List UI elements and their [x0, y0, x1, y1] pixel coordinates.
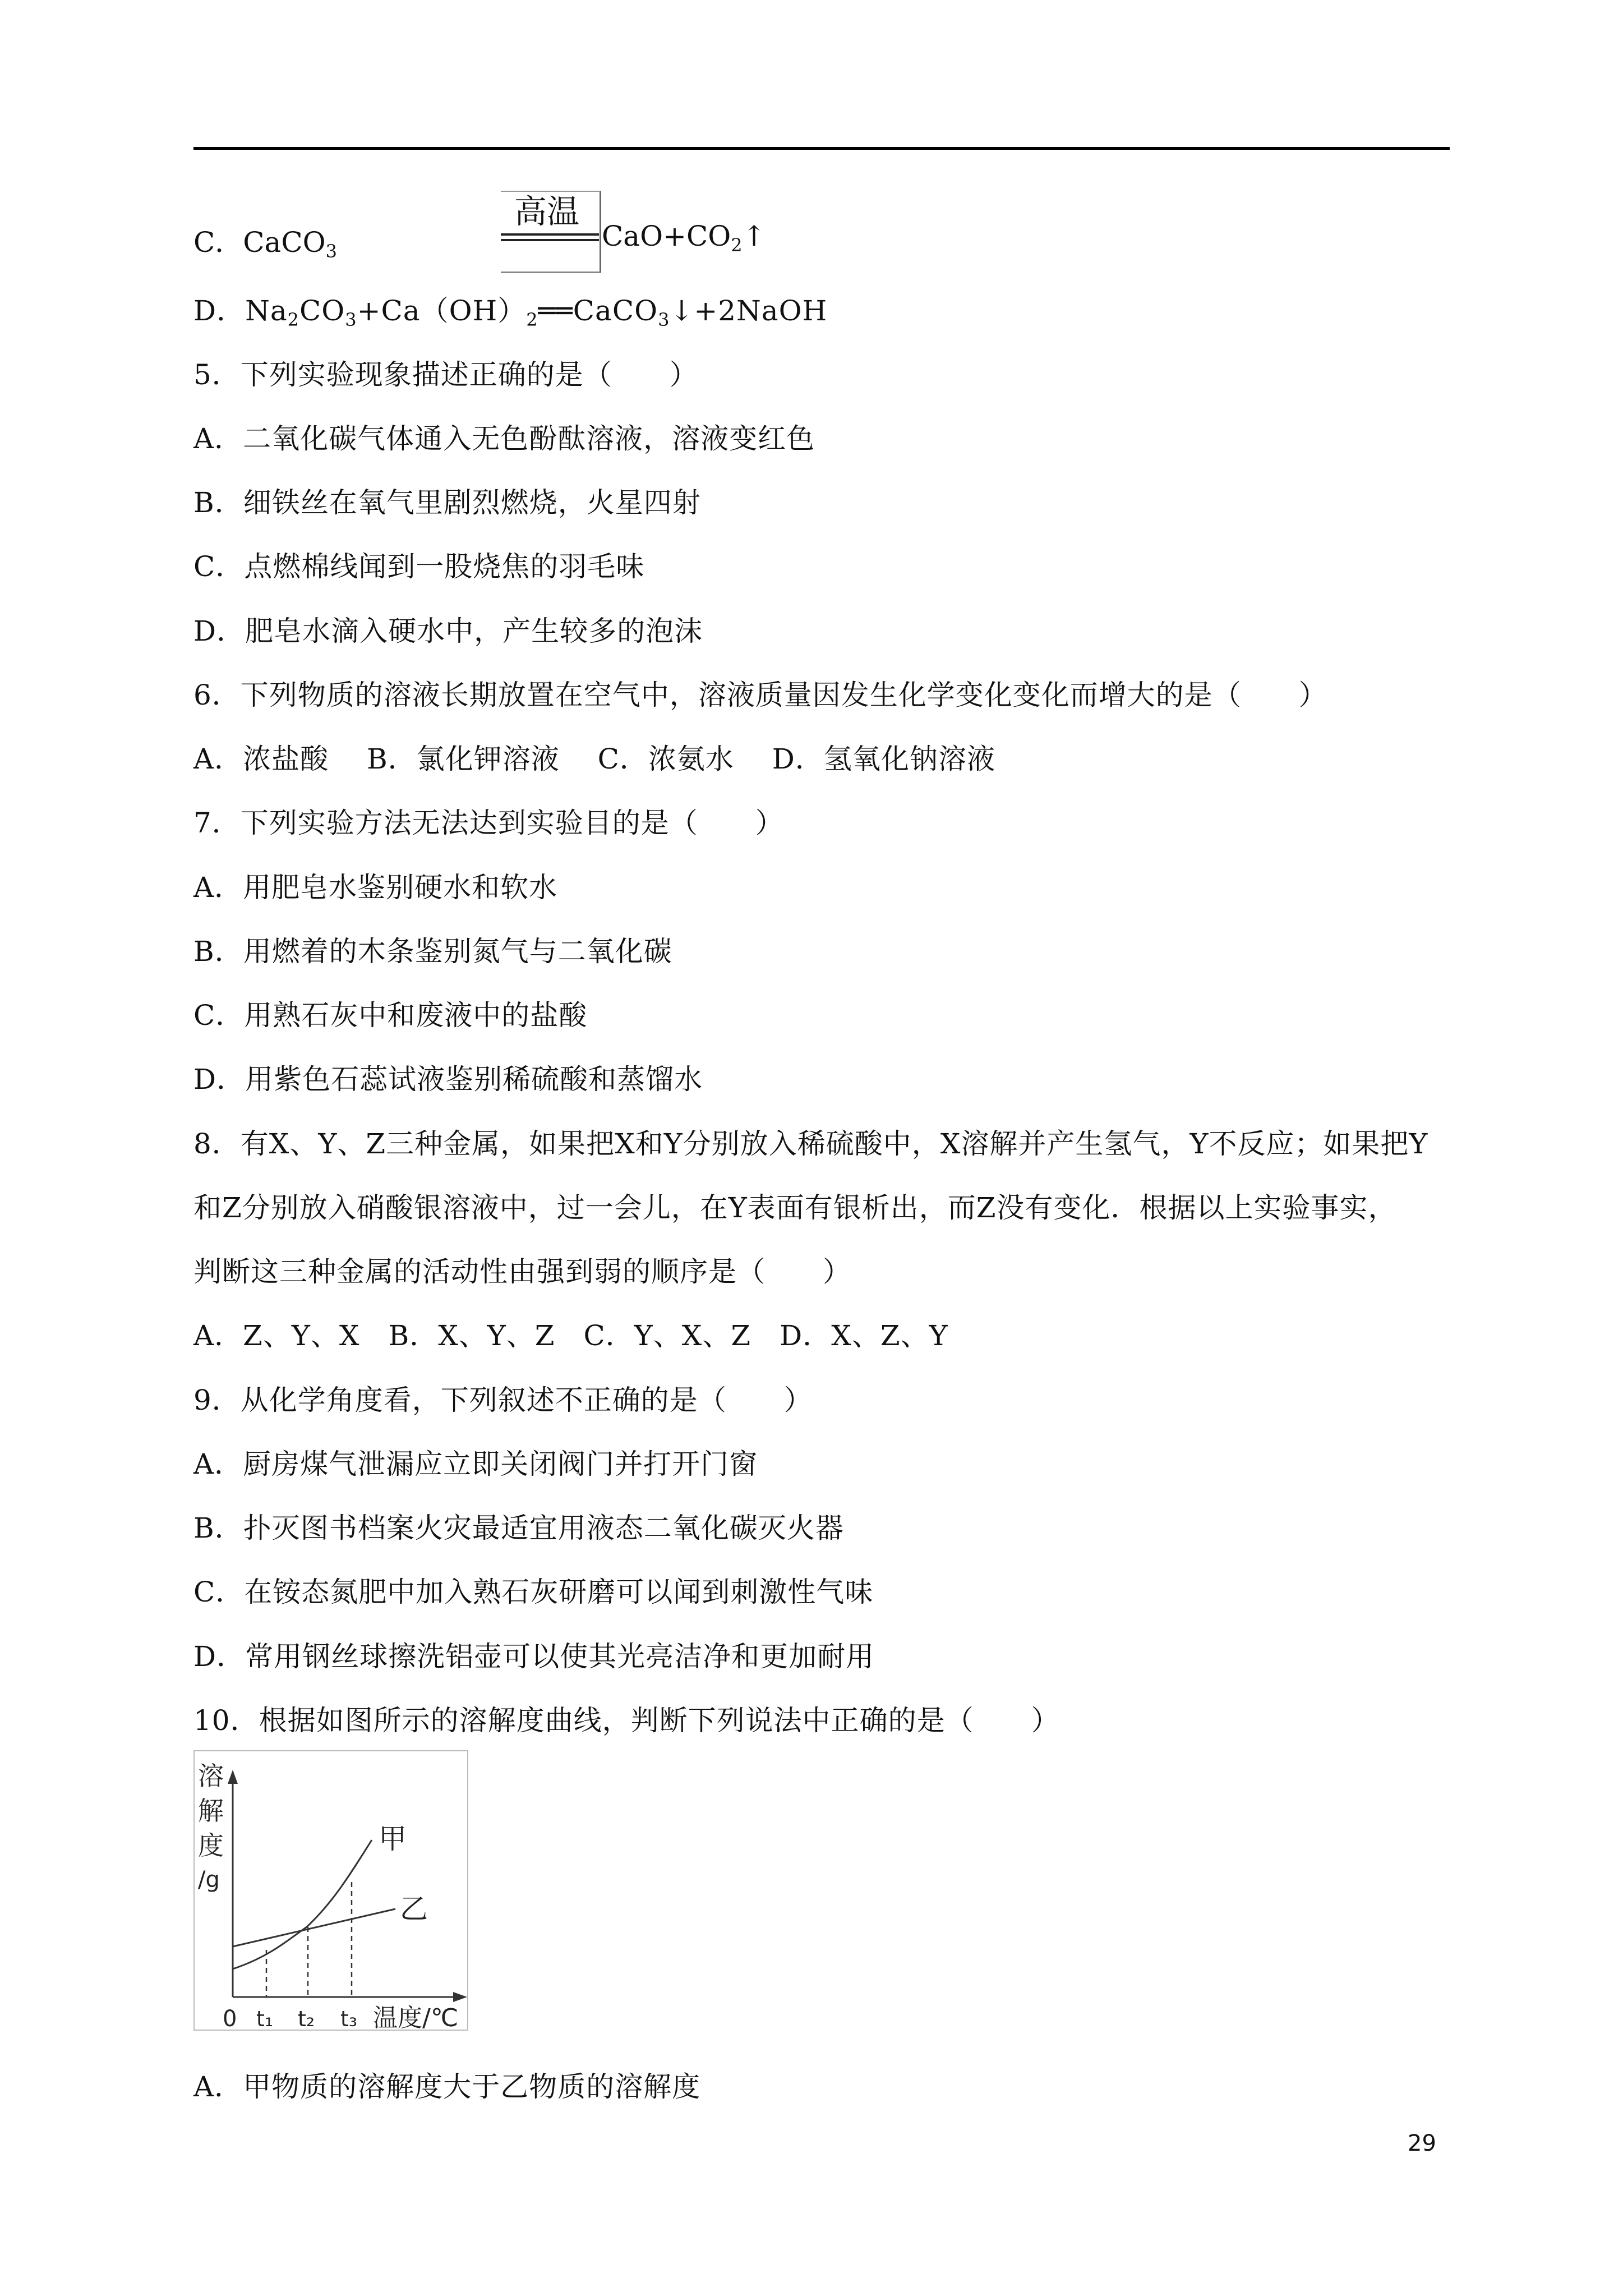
q7-option-c: C．用熟石灰中和废液中的盐酸: [193, 999, 588, 1032]
q9-option-a: A．厨房煤气泄漏应立即关闭阀门并打开门窗: [193, 1448, 758, 1480]
question-8-stem-line-3: 判断这三种金属的活动性由强到弱的顺序是（ ）: [193, 1255, 851, 1288]
equation-c-product: $CaO+CO_2↑$: [602, 220, 766, 256]
q9-option-c: C．在铵态氮肥中加入熟石灰研磨可以闻到刺激性气味: [193, 1576, 874, 1608]
q7-option-a: A．用肥皂水鉴别硬水和软水: [193, 871, 558, 904]
question-10-stem: 10．根据如图所示的溶解度曲线，判断下列说法中正确的是（ ）: [193, 1704, 1060, 1737]
q7-option-d: D．用紫色石蕊试液鉴别稀硫酸和蒸馏水: [193, 1063, 703, 1096]
y-axis-arrow: [228, 1770, 238, 1784]
ylabel-char-2: 解: [198, 1796, 224, 1826]
x-axis-arrow: [453, 1992, 467, 2002]
condition-text: 高温: [514, 192, 580, 231]
q9-option-b: B．扑灭图书档案火灾最适宜用液态二氧化碳灭火器: [193, 1512, 844, 1544]
x-tick-t3: t₃: [340, 2007, 358, 2031]
figure-border: [194, 1751, 468, 2030]
x-tick-t2: t₂: [298, 2007, 315, 2031]
page-number: 29: [1408, 2131, 1436, 2156]
x-axis-label: 温度/℃: [373, 2004, 459, 2031]
equals-bar-top: [501, 233, 599, 236]
option-d-equation: D．$Na_2CO_3+Ca(OH)_2══CaCO_3↓+2NaOH$: [193, 295, 828, 330]
question-5-stem: 5．下列实验现象描述正确的是（ ）: [193, 358, 698, 391]
x-tick-t1: t₁: [256, 2007, 274, 2031]
q5-option-d: D．肥皂水滴入硬水中，产生较多的泡沫: [193, 615, 703, 647]
q5-option-a: A．二氧化碳气体通入无色酚酞溶液，溶液变红色: [193, 422, 815, 455]
header-rule: [193, 147, 1450, 150]
equals-bar-bottom: [501, 239, 599, 241]
series-label-jia: 甲: [379, 1823, 407, 1855]
curve-yi: [233, 1909, 395, 1947]
q8-options: A．Z、Y、X B．X、Y、Z C．Y、X、Z D．X、Z、Y: [193, 1319, 948, 1352]
q5-option-b: B．细铁丝在氧气里剧烈燃烧，火星四射: [193, 486, 701, 519]
question-6-stem: 6．下列物质的溶液长期放置在空气中，溶液质量因发生化学变化变化而增大的是（ ）: [193, 679, 1327, 711]
q5-option-c: C．点燃棉线闻到一股烧焦的羽毛味: [193, 550, 645, 583]
ylabel-char-4: /g: [198, 1867, 220, 1893]
ylabel-char-3: 度: [198, 1830, 224, 1861]
equation-c-reactant: C．CaCO$_3$: [193, 226, 337, 262]
ylabel-char-1: 溶: [198, 1761, 224, 1791]
equation-c: [193, 185, 979, 275]
q10-option-a: A．甲物质的溶解度大于乙物质的溶解度: [193, 2070, 701, 2103]
series-label-yi: 乙: [400, 1893, 428, 1925]
q9-option-d: D．常用钢丝球擦洗铝壶可以使其光亮洁净和更加耐用: [193, 1640, 875, 1673]
question-9-stem: 9．从化学角度看，下列叙述不正确的是（ ）: [193, 1384, 813, 1416]
origin-label: 0: [223, 2006, 237, 2031]
question-8-stem-line-2: 和Z分别放入硝酸银溶液中，过一会儿，在Y表面有银析出，而Z没有变化．根据以上实验事实，: [193, 1191, 1397, 1224]
q7-option-b: B．用燃着的木条鉴别氮气与二氧化碳: [193, 935, 672, 968]
question-8-stem-line-1: 8．有X、Y、Z三种金属，如果把X和Y分别放入稀硫酸中，X溶解并产生氢气，Y不反应；如果把Y: [193, 1128, 1428, 1160]
solubility-figure: [193, 1750, 468, 2031]
question-7-stem: 7．下列实验方法无法达到实验目的是（ ）: [193, 807, 784, 839]
q6-options: A．浓盐酸 B．氯化钾溶液 C．浓氨水 D．氢氧化钠溶液: [193, 743, 995, 775]
